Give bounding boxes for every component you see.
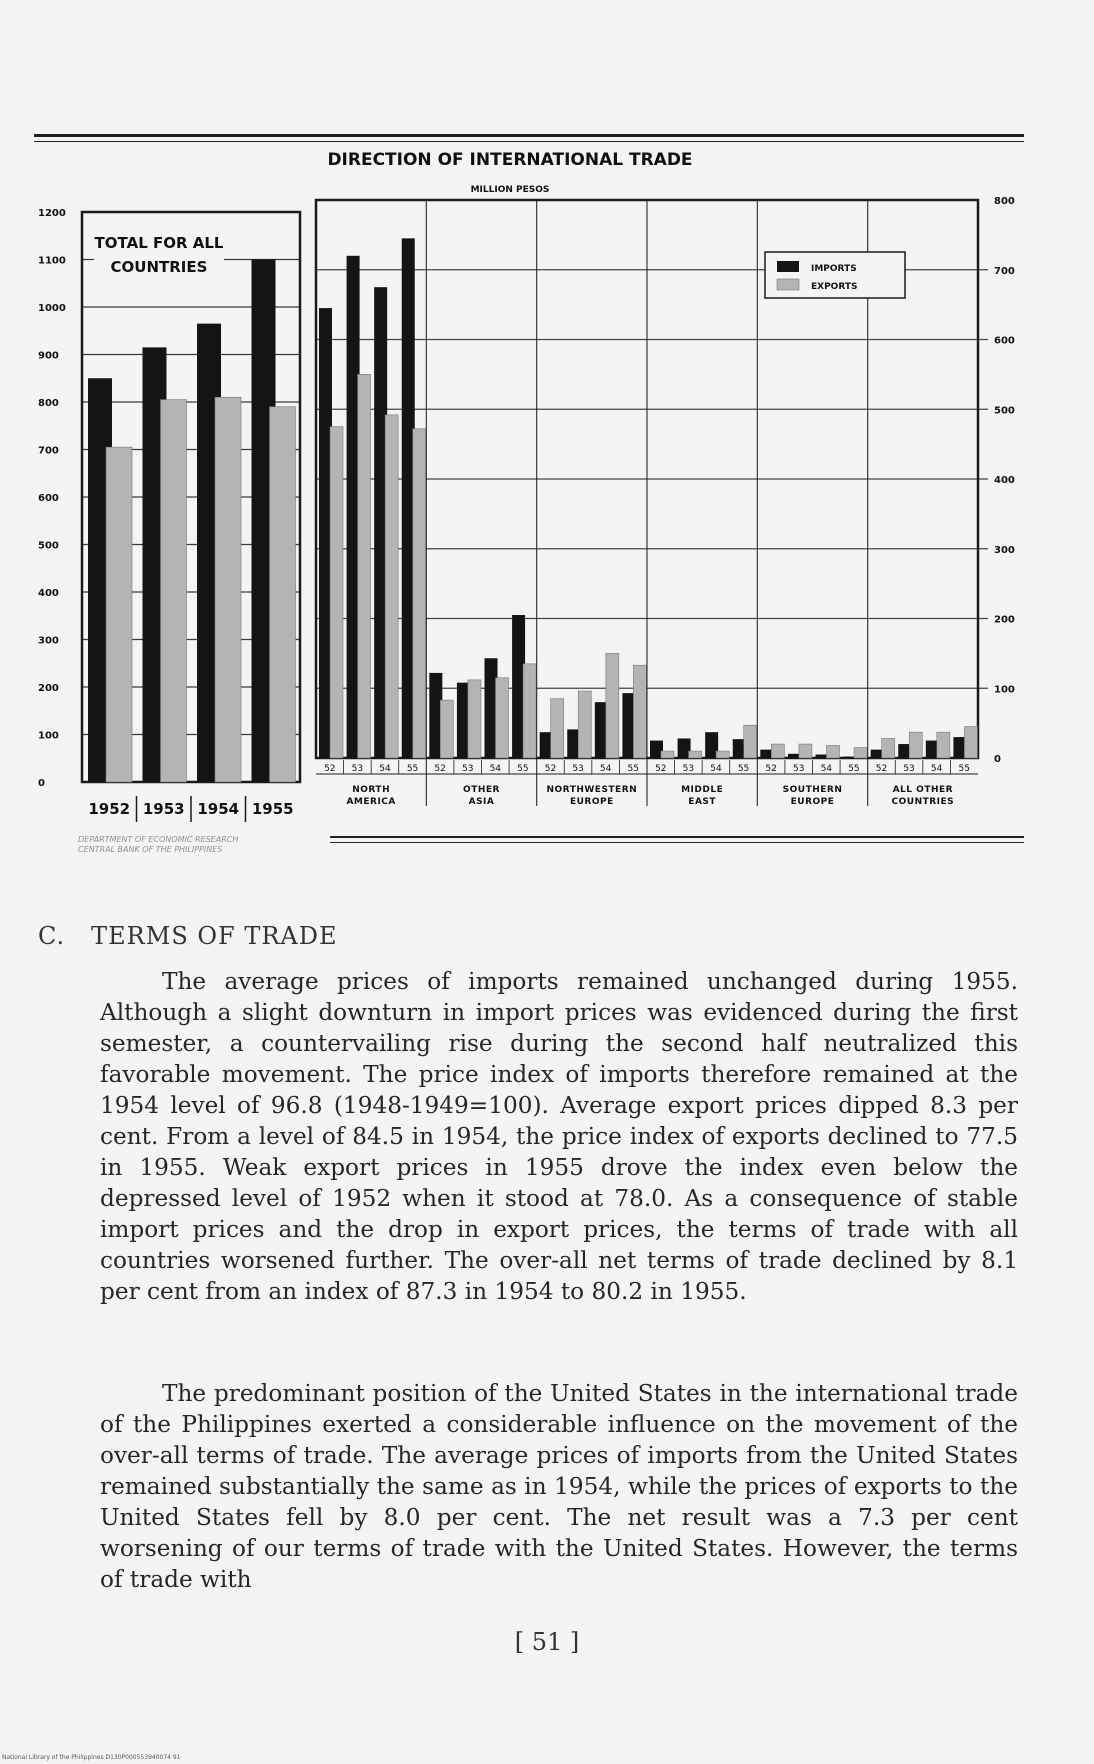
- right-x-tick-label: 55: [848, 764, 860, 774]
- right-bar-exports: [606, 653, 619, 758]
- top-rule-thick: [34, 134, 1024, 137]
- right-y-tick-label: 400: [994, 475, 1015, 486]
- left-y-tick-label: 700: [38, 445, 59, 457]
- right-bar-exports: [882, 738, 895, 758]
- right-bar-exports: [854, 748, 867, 758]
- bottom-rule-thick: [330, 836, 1024, 838]
- section-heading: [38, 922, 338, 950]
- right-x-tick-label: 53: [572, 764, 584, 774]
- right-x-tick-label: 54: [489, 764, 502, 774]
- right-x-tick-label: 53: [682, 764, 695, 774]
- right-bar-exports: [827, 745, 840, 758]
- left-y-tick-label: 1000: [38, 303, 66, 314]
- left-x-tick-label: 1954: [197, 800, 240, 818]
- right-bar-exports: [716, 751, 729, 758]
- right-x-tick-label: 52: [434, 764, 446, 774]
- right-x-tick-label: 55: [627, 764, 639, 774]
- right-x-tick-label: 52: [655, 764, 667, 774]
- legend-swatch-imports: [777, 261, 799, 272]
- left-bar-exports-1955: [270, 407, 296, 782]
- right-bar-exports: [799, 744, 812, 758]
- right-group-label: MIDDLE: [681, 785, 724, 795]
- right-x-tick-label: 55: [406, 764, 419, 774]
- chart-subtitle: MILLION PESOS: [470, 185, 550, 195]
- right-x-tick-label: 55: [958, 764, 970, 774]
- right-x-tick-label: 54: [820, 764, 833, 774]
- right-bar-exports: [468, 680, 481, 758]
- right-bar-exports: [330, 427, 343, 758]
- right-group-label: ASIA: [468, 797, 495, 807]
- right-bar-exports: [358, 374, 371, 758]
- source-note-line1: DEPARTMENT OF ECONOMIC RESEARCH: [78, 835, 239, 844]
- right-x-tick-label: 54: [599, 764, 612, 774]
- right-bar-exports: [496, 678, 509, 758]
- right-bar-exports: [937, 732, 950, 758]
- left-y-tick-label: 300: [38, 635, 59, 647]
- left-y-tick-label: 200: [38, 683, 59, 694]
- right-x-tick-label: 53: [461, 764, 474, 774]
- right-group-label: AMERICA: [346, 797, 396, 807]
- right-group-label: EUROPE: [569, 797, 614, 807]
- right-x-tick-label: 52: [544, 764, 557, 774]
- right-bar-exports: [578, 691, 591, 758]
- section-letter: C.: [38, 922, 66, 950]
- right-y-tick-label: 300: [994, 544, 1015, 556]
- right-group-label: SOUTHERN: [782, 785, 843, 795]
- right-group-label: ALL OTHER: [892, 785, 954, 795]
- left-x-tick-label: 1955: [251, 800, 294, 818]
- right-group-label: OTHER: [463, 785, 500, 795]
- scan-footer: National Library of the Philippines D130P000553940074 91: [2, 1754, 181, 1761]
- right-group-label: NORTHWESTERN: [546, 785, 638, 795]
- right-y-tick-label: 0: [994, 754, 1001, 765]
- right-y-tick-label: 200: [994, 614, 1015, 626]
- paragraph-2: The predominant position of the United States in the international trade of the Philippines exerted a considerable influence on the movement of the over-all terms of trade. The average prices of imports from the United States remained substantially the same as in 1954, while the prices of exports to the United States fell by 8.0 per cent. The net result was a 7.3 per cent worsening of our terms of trade with the United States. However, the terms of trade with: [100, 1380, 1018, 1593]
- left-y-tick-label: 400: [38, 588, 59, 599]
- right-x-tick-label: 55: [737, 764, 750, 774]
- left-x-tick-label: 1953: [142, 800, 185, 818]
- trade-chart: [30, 140, 1020, 860]
- right-y-tick-label: 800: [994, 196, 1015, 207]
- right-bar-exports: [413, 429, 426, 758]
- left-y-tick-label: 0: [38, 778, 45, 789]
- left-bar-exports-1953: [161, 400, 187, 782]
- left-y-tick-label: 900: [38, 350, 59, 362]
- legend-swatch-exports: [777, 279, 799, 290]
- right-x-tick-label: 54: [710, 764, 722, 774]
- right-bar-exports: [551, 699, 564, 758]
- right-bar-exports: [964, 727, 977, 758]
- legend-label-exports: EXPORTS: [811, 282, 858, 292]
- right-x-tick-label: 54: [379, 764, 391, 774]
- right-bar-exports: [440, 700, 453, 758]
- left-y-tick-label: 100: [38, 730, 59, 742]
- left-y-tick-label: 600: [38, 493, 59, 504]
- right-bar-exports: [909, 732, 922, 758]
- right-group-label: COUNTRIES: [891, 797, 955, 807]
- right-bar-exports: [523, 664, 536, 758]
- right-group-label: EAST: [688, 797, 717, 807]
- chart-title: DIRECTION OF INTERNATIONAL TRADE: [327, 150, 693, 170]
- right-bar-exports: [661, 751, 674, 758]
- left-bar-exports-1954: [215, 397, 241, 782]
- left-bar-exports-1952: [106, 447, 132, 782]
- right-y-tick-label: 500: [994, 405, 1015, 417]
- page-number: [ 51 ]: [514, 1628, 580, 1656]
- right-bar-exports: [771, 744, 784, 758]
- left-y-tick-label: 1100: [38, 255, 66, 267]
- left-y-tick-label: 1200: [38, 208, 66, 219]
- right-x-tick-label: 52: [875, 764, 888, 774]
- left-y-tick-label: 800: [38, 398, 59, 409]
- right-x-tick-label: 52: [765, 764, 777, 774]
- right-x-tick-label: 54: [930, 764, 943, 774]
- right-y-tick-label: 600: [994, 335, 1015, 347]
- right-bar-exports: [744, 725, 757, 758]
- right-group-label: NORTH: [352, 785, 391, 795]
- right-bar-exports: [385, 415, 398, 758]
- right-x-tick-label: 53: [792, 764, 805, 774]
- right-x-tick-label: 52: [324, 764, 336, 774]
- left-y-tick-label: 500: [38, 540, 59, 552]
- right-x-tick-label: 53: [903, 764, 915, 774]
- right-y-tick-label: 100: [994, 684, 1015, 696]
- paragraph-1: The average prices of imports remained unchanged during 1955. Although a slight downturn in import prices was evidenced during the first semester, a countervailing rise during the second half neutralized this favorable movement. The price index of imports therefore remained at the 1954 level of 96.8 (1948-1949=100). Average export prices dipped 8.3 per cent. From a level of 84.5 in 1954, the price index of exports declined to 77.5 in 1955. Weak export prices in 1955 drove the index even below the depressed level of 1952 when it stood at 78.0. As a consequence of stable import prices and the drop in export prices, the terms of trade with all countries worsened further. The over-all net terms of trade declined by 8.1 per cent from an index of 87.3 in 1954 to 80.2 in 1955.: [100, 968, 1018, 1305]
- legend-label-imports: IMPORTS: [811, 264, 857, 274]
- right-x-tick-label: 53: [351, 764, 364, 774]
- panel-label-line2: COUNTRIES: [110, 258, 208, 276]
- source-note-line2: CENTRAL BANK OF THE PHILIPPINES: [78, 845, 223, 854]
- right-y-tick-label: 700: [994, 265, 1015, 277]
- right-bar-exports: [689, 751, 702, 758]
- left-x-tick-label: 1952: [88, 800, 131, 818]
- bottom-rule-thin: [330, 842, 1024, 843]
- right-x-tick-label: 55: [517, 764, 529, 774]
- section-title: TERMS OF TRADE: [91, 922, 338, 950]
- right-group-label: EUROPE: [790, 797, 835, 807]
- panel-label-line1: TOTAL FOR ALL: [94, 234, 224, 252]
- right-bar-exports: [633, 665, 646, 758]
